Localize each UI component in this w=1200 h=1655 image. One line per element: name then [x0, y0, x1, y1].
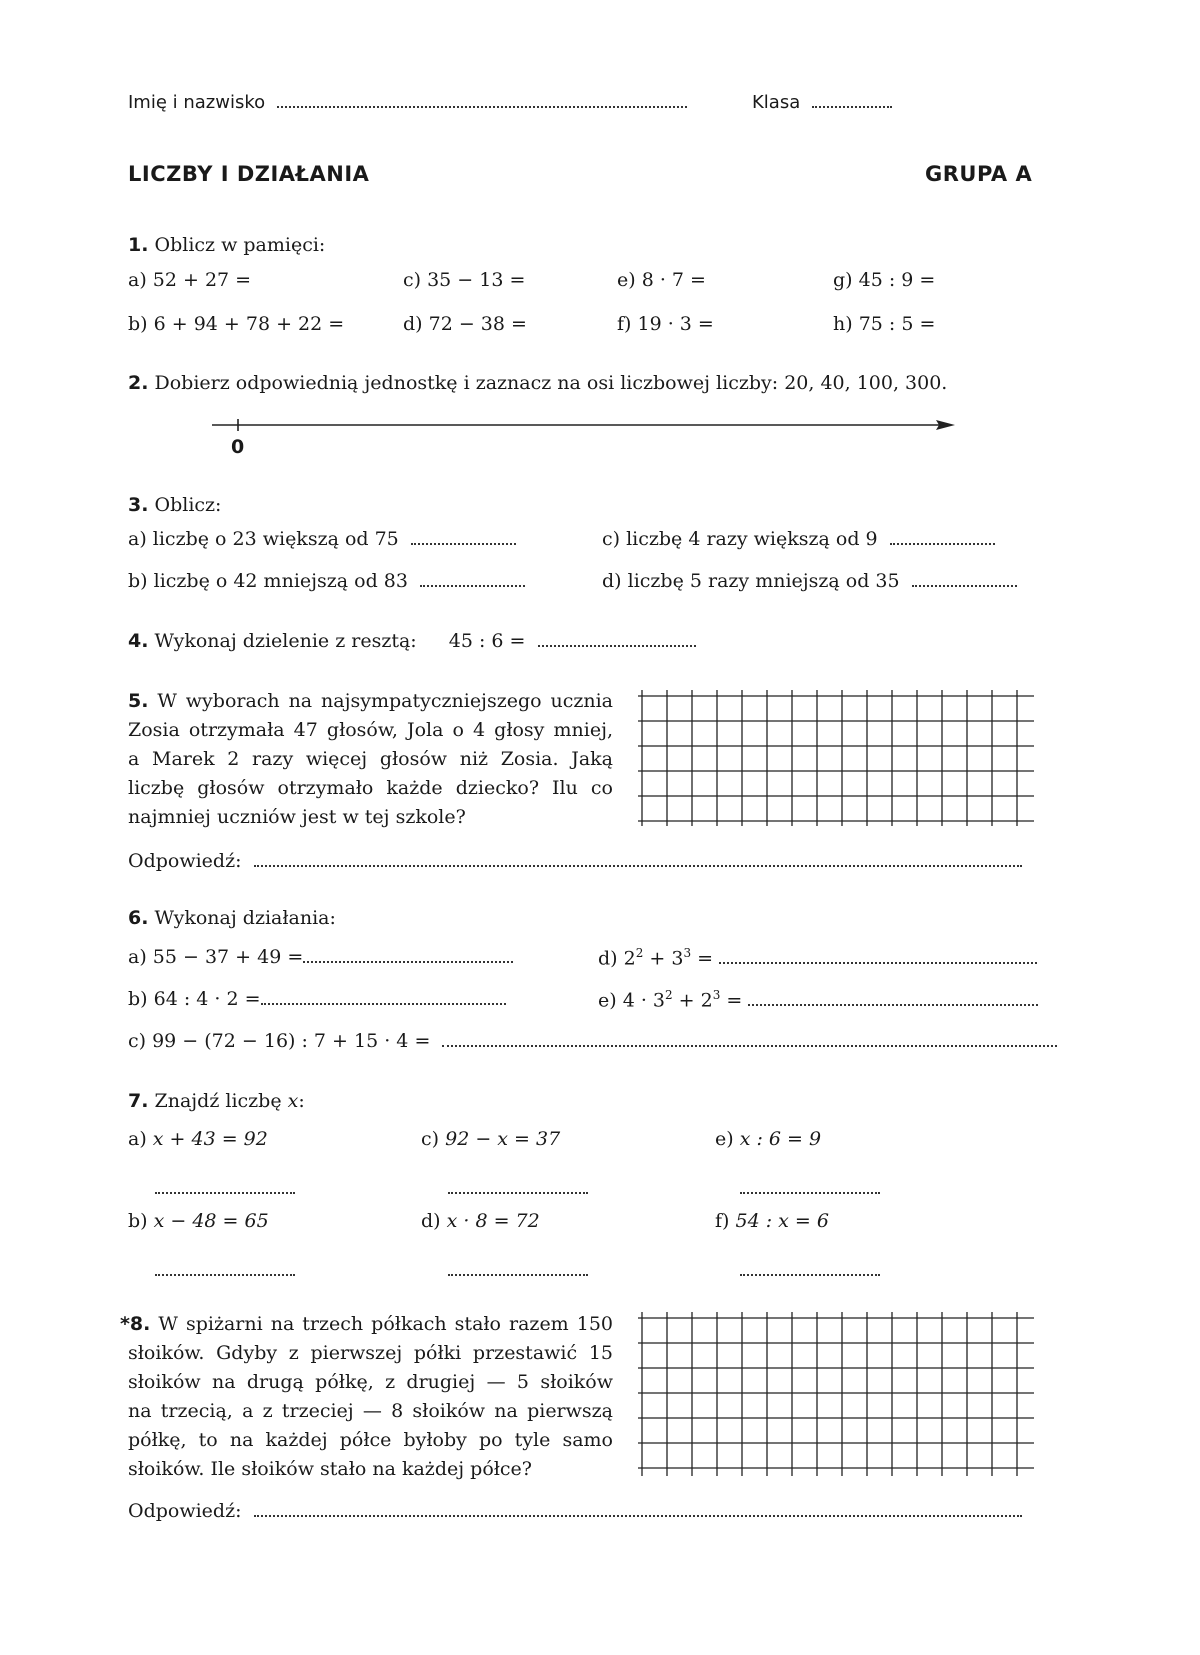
q6-number: 6.	[128, 907, 149, 929]
q5-answer[interactable]	[128, 850, 1022, 872]
name-field[interactable]	[128, 92, 687, 113]
q1-number: 1.	[128, 234, 149, 256]
q4-number: 4.	[128, 630, 149, 652]
q7-item-a: a) x + 43 = 92	[128, 1128, 268, 1150]
q3-text: Oblicz:	[154, 494, 222, 516]
q8-text: *8. W spiżarni na trzech półkach stało razem 150 słoików. Gdyby z pierwszej półki przestawić 15 słoików na drugą półkę, z drugiej — 5 słoików na trzecią, a z trzeciej — 8 słoików na pierwszą półkę, to na każdej półce byłoby po tyle samo słoików. Ile słoików stało na każdej półce?	[120, 1313, 613, 1480]
q7-item-e: e) x : 6 = 9	[715, 1128, 822, 1150]
q7-answer-line-c[interactable]	[448, 1178, 588, 1194]
answer-line[interactable]	[538, 631, 696, 647]
q6-item-e[interactable]: e) $4 \cdot 3^2 + 2^3$ =	[598, 988, 1038, 1011]
q3-heading	[128, 494, 221, 516]
q7-heading: 7. Znajdź liczbę x:	[128, 1090, 305, 1112]
group-label: GRUPA A	[925, 162, 1033, 186]
number-line[interactable]	[210, 415, 955, 435]
answer-label: Odpowiedź:	[128, 850, 242, 872]
q1-item-b: b) 6 + 94 + 78 + 22 =	[128, 313, 345, 335]
q4-text: Wykonaj dzielenie z resztą:	[154, 630, 417, 652]
q7-answer-line-b[interactable]	[155, 1260, 295, 1276]
q1-item-e: e) 8 · 7 =	[617, 269, 706, 291]
q1-text: Oblicz w pamięci:	[154, 234, 326, 256]
q7-answer-line-f[interactable]	[740, 1260, 880, 1276]
q7-item-b: b) x − 48 = 65	[128, 1210, 269, 1232]
q1-item-a: a) 52 + 27 =	[128, 269, 252, 291]
class-field[interactable]	[752, 92, 892, 113]
answer-line[interactable]	[912, 571, 1017, 587]
q6-heading	[128, 907, 336, 929]
q4-heading[interactable]	[128, 630, 696, 652]
class-label: Klasa	[752, 92, 801, 113]
q5-text: 5. W wyborach na najsympatyczniejszego ucznia Zosia otrzymała 47 głosów, Jola o 4 głosy mniej, a Marek 2 razy więcej głosów niż Zosia. Jaką liczbę głosów otrzymało każde dziecko? Ilu co najmniej uczniów jest w tej szkole?	[128, 690, 613, 828]
answer-line[interactable]	[411, 529, 516, 545]
q6-item-c[interactable]: c) 99 − (72 − 16) : 7 + 15 · 4 =	[128, 1030, 1057, 1052]
q2-number: 2.	[128, 372, 149, 394]
name-input-line[interactable]	[277, 92, 687, 108]
q1-item-g: g) 45 : 9 =	[833, 269, 936, 291]
q3-item-d[interactable]: d) liczbę 5 razy mniejszą od 35	[602, 570, 1017, 592]
q7-item-c: c) 92 − x = 37	[421, 1128, 561, 1150]
answer-label: Odpowiedź:	[128, 1500, 242, 1522]
q6-item-b[interactable]: b) 64 : 4 · 2 =	[128, 988, 506, 1010]
page-title: LICZBY I DZIAŁANIA	[128, 162, 370, 186]
q7-item-f: f) 54 : x = 6	[715, 1210, 829, 1232]
q7-answer-line-a[interactable]	[155, 1178, 295, 1194]
q2-text: Dobierz odpowiednią jednostkę i zaznacz na osi liczbowej liczby: 20, 40, 100, 300.	[154, 372, 948, 394]
answer-line[interactable]	[254, 851, 1022, 867]
answer-line[interactable]	[748, 990, 1038, 1006]
q1-item-c: c) 35 − 13 =	[403, 269, 526, 291]
q8-answer[interactable]	[128, 1500, 1022, 1522]
q7-answer-line-e[interactable]	[740, 1178, 880, 1194]
q7-answer-line-d[interactable]	[448, 1260, 588, 1276]
q1-item-f: f) 19 · 3 =	[617, 313, 714, 335]
q8-number: *8.	[120, 1313, 151, 1335]
answer-line[interactable]	[303, 947, 513, 963]
zero-label: 0	[231, 436, 245, 458]
class-input-line[interactable]	[812, 92, 892, 108]
q1-item-h: h) 75 : 5 =	[833, 313, 936, 335]
q3-item-a[interactable]: a) liczbę o 23 większą od 75	[128, 528, 516, 550]
answer-line[interactable]	[254, 1501, 1022, 1517]
q5-number: 5.	[128, 690, 149, 712]
answer-line[interactable]	[442, 1031, 1057, 1047]
answer-line[interactable]	[890, 529, 995, 545]
q4-expression: 45 : 6 =	[448, 630, 526, 652]
name-label: Imię i nazwisko	[128, 92, 266, 113]
answer-line[interactable]	[719, 948, 1037, 964]
q7-number: 7.	[128, 1090, 149, 1112]
q1-heading	[128, 234, 325, 256]
q8-work-grid[interactable]	[638, 1312, 1034, 1476]
q3-number: 3.	[128, 494, 149, 516]
q3-item-b[interactable]: b) liczbę o 42 mniejszą od 83	[128, 570, 525, 592]
q7-text: Znajdź liczbę	[154, 1090, 282, 1112]
q1-item-d: d) 72 − 38 =	[403, 313, 527, 335]
answer-line[interactable]	[420, 571, 525, 587]
q6-item-a[interactable]: a) 55 − 37 + 49 =	[128, 946, 513, 968]
q5-work-grid[interactable]	[638, 690, 1034, 826]
q3-item-c[interactable]: c) liczbę 4 razy większą od 9	[602, 528, 995, 550]
q6-item-d[interactable]: d) $2^2 + 3^3$ =	[598, 946, 1037, 969]
q7-item-d: d) x · 8 = 72	[421, 1210, 540, 1232]
answer-line[interactable]	[261, 989, 506, 1005]
q2-heading	[128, 372, 947, 394]
q6-text: Wykonaj działania:	[154, 907, 336, 929]
